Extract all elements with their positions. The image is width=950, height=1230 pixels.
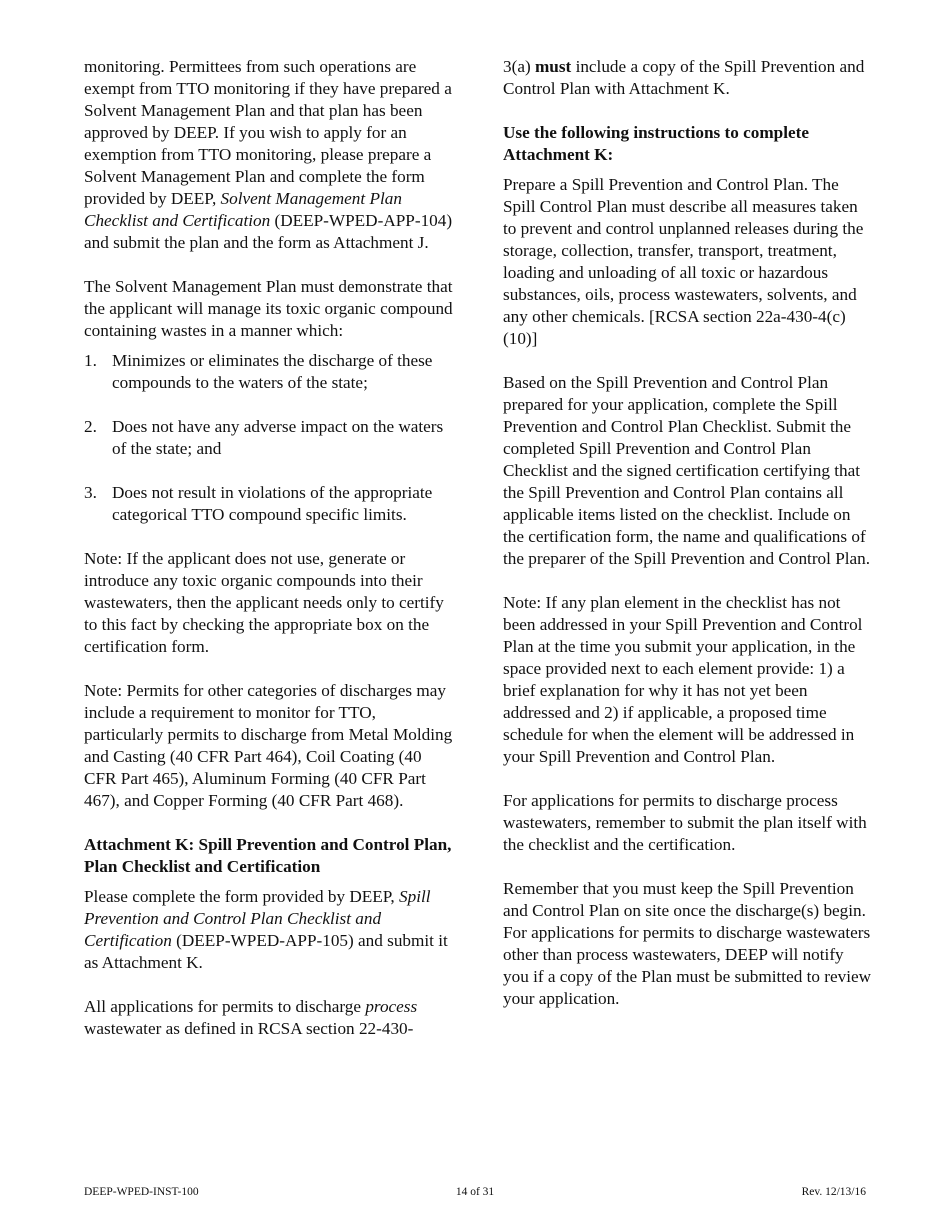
list-text: Does not have any adverse impact on the waters of the state; and bbox=[112, 417, 444, 458]
note-other-categories: Note: Permits for other categories of discharges may include a requirement to monitor for TTO, particularly permits to discharge from Metal Molding and Casting (40 CFR Part 464), Coil Coating (40 CFR Part 465), Aluminum Forming (40 CFR Part 467), and Copper Forming (40 CFR Part 468). bbox=[84, 681, 453, 810]
footer-revision: Rev. 12/13/16 bbox=[801, 1186, 866, 1198]
right-column bbox=[503, 56, 873, 1032]
paragraph-prepare-plan: Prepare a Spill Prevention and Control Plan. The Spill Control Plan must describe all measures taken to prevent and control unplanned releases during the storage, collection, transfer, transport, treatment, loading and unloading of all toxic or hazardous substances, oils, process wastewaters, solvents, and any other chemicals. [RCSA section 22a-430-4(c)(10)] bbox=[503, 175, 864, 348]
form-title-spill-plan: Spill Prevention and Control Plan Checklist and Certification bbox=[84, 887, 431, 950]
paragraph-must-include: 3(a) must include a copy of the Spill Prevention and Control Plan with Attachment K. bbox=[503, 57, 865, 98]
list-number: 3. bbox=[84, 483, 97, 502]
heading-attachment-k: Attachment K: Spill Prevention and Control Plan, Plan Checklist and Certification bbox=[84, 835, 452, 876]
list-item bbox=[84, 416, 454, 460]
list-text: Minimizes or eliminates the discharge of these compounds to the waters of the state; bbox=[112, 351, 433, 392]
paragraph-complete-form-k: Please complete the form provided by DEEP, Spill Prevention and Control Plan Checklist and Certification (DEEP-WPED-APP-105) and submit it as Attachment K. bbox=[84, 887, 448, 972]
paragraph-process-wastewater: All applications for permits to discharge process wastewater as defined in RCSA section 22-430- bbox=[84, 997, 418, 1038]
list-number: 2. bbox=[84, 417, 97, 436]
heading-instructions-k: Use the following instructions to complete Attachment K: bbox=[503, 123, 810, 164]
list-number: 1. bbox=[84, 351, 97, 370]
paragraph-tto-exemption: monitoring. Permittees from such operations are exempt from TTO monitoring if they have prepared a Solvent Management Plan and that plan has been approved by DEEP. If you wish to apply for an exemption from TTO monitoring, please prepare a Solvent Management Plan and complete the form provided by DEEP, Solvent Management Plan Checklist and Certification (DEEP-WPED-APP-104) and submit the plan and the form as Attachment J. bbox=[84, 57, 453, 252]
paragraph-keep-on-site: Remember that you must keep the Spill Prevention and Control Plan on site once the discharge(s) begin. For applications for permits to discharge wastewaters other than process wastewaters, DEEP will notify you if a copy of the Plan must be submitted to review your application. bbox=[503, 879, 872, 1008]
left-column bbox=[84, 56, 454, 1062]
footer-doc-id: DEEP-WPED-INST-100 bbox=[84, 1186, 199, 1198]
form-title-solvent-plan: Solvent Management Plan Checklist and Certification bbox=[84, 189, 402, 230]
list-text: Does not result in violations of the appropriate categorical TTO compound specific limits. bbox=[112, 483, 433, 524]
note-no-toxic-compounds: Note: If the applicant does not use, generate or introduce any toxic organic compounds into their wastewaters, then the applicant needs only to certify to this fact by checking the appropriate box on the certification form. bbox=[84, 549, 444, 656]
paragraph-solvent-plan-intro: The Solvent Management Plan must demonstrate that the applicant will manage its toxic organic compound containing wastes in a manner which: bbox=[84, 277, 453, 340]
paragraph-process-applications: For applications for permits to discharge process wastewaters, remember to submit the plan itself with the checklist and the certification. bbox=[503, 791, 867, 854]
list-item bbox=[84, 350, 454, 394]
note-plan-element: Note: If any plan element in the checklist has not been addressed in your Spill Prevention and Control Plan at the time you submit your application, in the space provided next to each element provide: 1) a brief explanation for why it has not yet been addressed and 2) if applicable, a proposed time schedule for when the element will be addressed in your Spill Prevention and Control Plan. bbox=[503, 593, 863, 766]
list-item bbox=[84, 482, 454, 526]
footer-page-number: 14 of 31 bbox=[455, 1186, 495, 1198]
paragraph-checklist: Based on the Spill Prevention and Control Plan prepared for your application, complete the Spill Prevention and Control Plan Checklist. Submit the completed Spill Prevention and Control Plan Checklist and the signed certification certifying that the Spill Prevention and Control Plan contains all applicable items listed on the checklist. Include on the certification form, the name and qualifications of the preparer of the Spill Prevention and Control Plan. bbox=[503, 373, 871, 568]
criteria-list bbox=[84, 350, 454, 526]
